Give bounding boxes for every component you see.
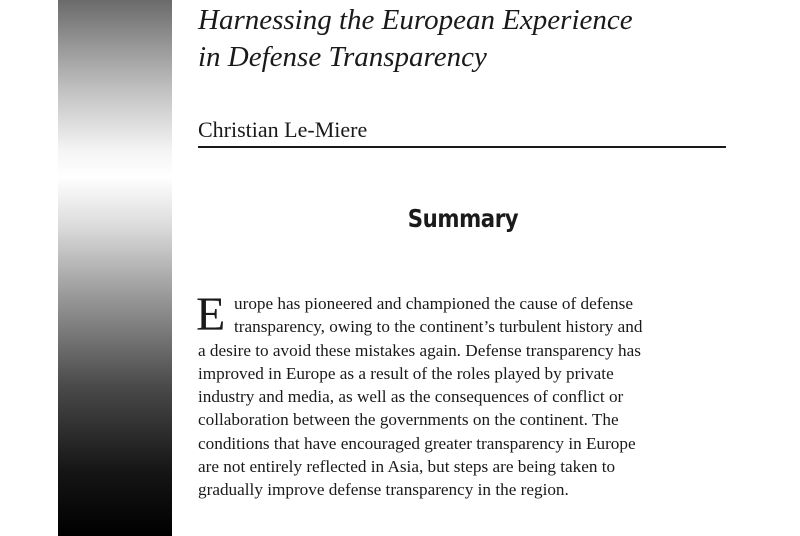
- author-name: Christian Le-Miere: [198, 117, 368, 142]
- paragraph-line: urope has pioneered and championed the cause of defense: [234, 294, 633, 313]
- paragraph-line: a desire to avoid these mistakes again. Defense transparency has: [198, 340, 641, 360]
- paragraph-line: gradually improve defense transparency in the region.: [198, 480, 569, 500]
- paragraph-line: collaboration between the governments on the continent. The: [198, 410, 619, 430]
- paragraph-line: conditions that have encouraged greater transparency in Europe: [198, 433, 636, 453]
- document-title: [198, 2, 728, 76]
- title-line-1: Harnessing the European Experience: [198, 4, 633, 36]
- summary-paragraph: [196, 288, 674, 502]
- paragraph-line: are not entirely reflected in Asia, but steps are being taken to: [198, 457, 616, 477]
- title-divider: [198, 146, 726, 148]
- gradient-side-band: [58, 0, 172, 536]
- paragraph-line: transparency, owing to the continent’s turbulent history and: [234, 317, 643, 337]
- paragraph-line: improved in Europe as a result of the roles played by private: [198, 363, 614, 383]
- summary-heading: Summary: [407, 204, 519, 233]
- paragraph-line: industry and media, as well as the consequences of conflict or: [198, 387, 624, 407]
- drop-cap-letter: E: [196, 288, 226, 341]
- title-line-2: in Defense Transparency: [198, 41, 487, 73]
